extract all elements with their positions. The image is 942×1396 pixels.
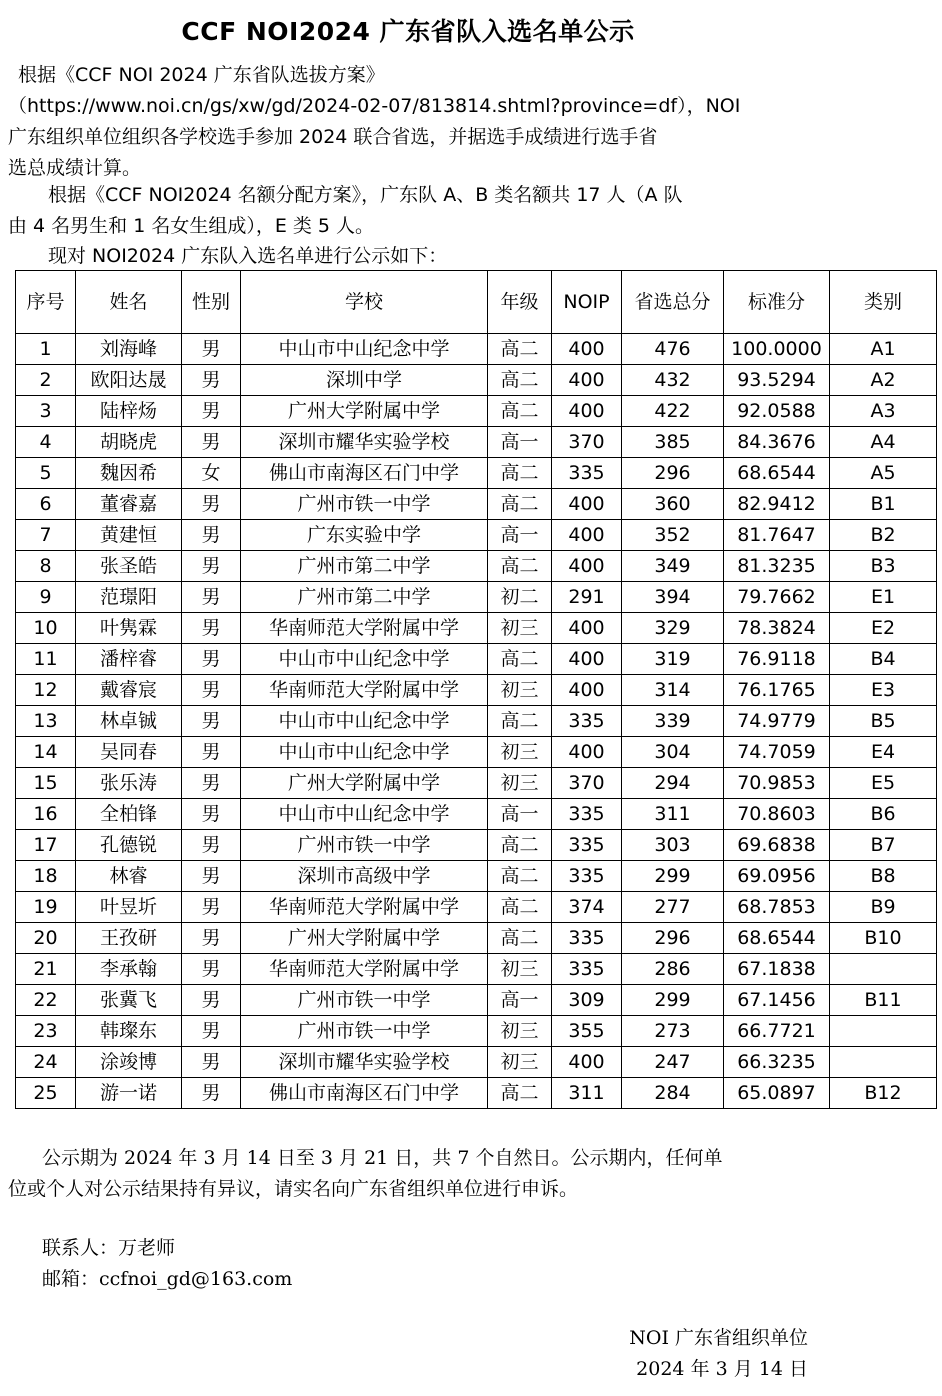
- cell-total: 314: [622, 675, 724, 706]
- cell-school: 中山市中山纪念中学: [241, 706, 488, 737]
- cell-grade: 初三: [488, 1047, 552, 1078]
- cell-category: B11: [830, 985, 937, 1016]
- intro-line-3: 广东组织单位组织各学校选手参加 2024 联合省选，并据选手成绩进行选手省: [8, 126, 658, 148]
- table-row: [16, 985, 937, 1016]
- cell-standard: 74.7059: [724, 737, 830, 768]
- page-title: CCF NOI2024 广东省队入选名单公示: [181, 17, 635, 46]
- cell-noip: 400: [552, 551, 622, 582]
- table-row: [16, 799, 937, 830]
- table-body: [16, 334, 937, 1109]
- cell-standard: 82.9412: [724, 489, 830, 520]
- notice-line-1: 公示期为 2024 年 3 月 14 日至 3 月 21 日，共 7 个自然日。公示期内，任何单: [42, 1147, 723, 1169]
- cell-standard: 81.3235: [724, 551, 830, 582]
- cell-total: 299: [622, 861, 724, 892]
- cell-grade: 高二: [488, 861, 552, 892]
- cell-grade: 初三: [488, 768, 552, 799]
- cell-rank: 19: [16, 892, 76, 923]
- cell-noip: 400: [552, 613, 622, 644]
- cell-noip: 400: [552, 365, 622, 396]
- cell-category: B8: [830, 861, 937, 892]
- cell-standard: 76.1765: [724, 675, 830, 706]
- cell-gender: 男: [182, 954, 241, 985]
- cell-noip: 400: [552, 1047, 622, 1078]
- cell-school: 广州大学附属中学: [241, 768, 488, 799]
- cell-gender: 男: [182, 892, 241, 923]
- cell-total: 385: [622, 427, 724, 458]
- header-cell: 学校: [241, 271, 488, 334]
- cell-noip: 400: [552, 644, 622, 675]
- cell-grade: 初三: [488, 737, 552, 768]
- cell-gender: 男: [182, 737, 241, 768]
- cell-standard: 76.9118: [724, 644, 830, 675]
- cell-name: 吴同春: [76, 737, 182, 768]
- table-row: [16, 334, 937, 365]
- table-row: [16, 861, 937, 892]
- cell-school: 华南师范大学附属中学: [241, 675, 488, 706]
- cell-standard: 70.8603: [724, 799, 830, 830]
- cell-rank: 6: [16, 489, 76, 520]
- cell-category: [830, 1016, 937, 1047]
- header-cell: NOIP: [552, 271, 622, 334]
- cell-category: B12: [830, 1078, 937, 1109]
- cell-gender: 男: [182, 644, 241, 675]
- cell-total: 294: [622, 768, 724, 799]
- cell-noip: 291: [552, 582, 622, 613]
- cell-name: 全柏锋: [76, 799, 182, 830]
- cell-school: 广州市第二中学: [241, 582, 488, 613]
- cell-name: 涂竣博: [76, 1047, 182, 1078]
- cell-name: 林睿: [76, 861, 182, 892]
- cell-standard: 69.0956: [724, 861, 830, 892]
- cell-school: 佛山市南海区石门中学: [241, 1078, 488, 1109]
- cell-category: B4: [830, 644, 937, 675]
- header-cell: 省选总分: [622, 271, 724, 334]
- intro-line-2: （https://www.noi.cn/gs/xw/gd/2024-02-07/813814.shtml?province=df），NOI: [8, 95, 741, 117]
- table-row: [16, 892, 937, 923]
- table-row: [16, 706, 937, 737]
- cell-category: B6: [830, 799, 937, 830]
- cell-grade: 高二: [488, 334, 552, 365]
- cell-noip: 400: [552, 737, 622, 768]
- header-cell: 类别: [830, 271, 937, 334]
- cell-grade: 高二: [488, 830, 552, 861]
- cell-noip: 335: [552, 830, 622, 861]
- cell-grade: 高二: [488, 489, 552, 520]
- cell-standard: 74.9779: [724, 706, 830, 737]
- cell-name: 李承翰: [76, 954, 182, 985]
- table-row: [16, 396, 937, 427]
- cell-gender: 男: [182, 551, 241, 582]
- cell-category: [830, 1047, 937, 1078]
- cell-category: [830, 954, 937, 985]
- cell-grade: 初三: [488, 1016, 552, 1047]
- cell-standard: 100.0000: [724, 334, 830, 365]
- contact-email: 邮箱：ccfnoi_gd@163.com: [42, 1268, 293, 1290]
- contact-person: 联系人：万老师: [42, 1237, 176, 1259]
- cell-noip: 400: [552, 675, 622, 706]
- cell-grade: 高二: [488, 365, 552, 396]
- cell-standard: 79.7662: [724, 582, 830, 613]
- cell-rank: 14: [16, 737, 76, 768]
- cell-total: 296: [622, 923, 724, 954]
- cell-total: 273: [622, 1016, 724, 1047]
- cell-category: E1: [830, 582, 937, 613]
- cell-name: 林卓铖: [76, 706, 182, 737]
- cell-standard: 66.7721: [724, 1016, 830, 1047]
- cell-total: 286: [622, 954, 724, 985]
- cell-name: 张圣皓: [76, 551, 182, 582]
- cell-school: 广州市铁一中学: [241, 1016, 488, 1047]
- cell-noip: 335: [552, 799, 622, 830]
- cell-school: 广州市铁一中学: [241, 489, 488, 520]
- cell-category: E5: [830, 768, 937, 799]
- cell-gender: 男: [182, 923, 241, 954]
- cell-school: 深圳市耀华实验学校: [241, 427, 488, 458]
- cell-noip: 370: [552, 768, 622, 799]
- cell-gender: 男: [182, 799, 241, 830]
- cell-total: 339: [622, 706, 724, 737]
- cell-standard: 68.6544: [724, 923, 830, 954]
- cell-rank: 5: [16, 458, 76, 489]
- cell-grade: 高二: [488, 458, 552, 489]
- cell-total: 319: [622, 644, 724, 675]
- cell-name: 欧阳达晟: [76, 365, 182, 396]
- header-cell: 性别: [182, 271, 241, 334]
- cell-grade: 高二: [488, 892, 552, 923]
- cell-standard: 65.0897: [724, 1078, 830, 1109]
- cell-standard: 84.3676: [724, 427, 830, 458]
- cell-school: 广东实验中学: [241, 520, 488, 551]
- cell-noip: 335: [552, 954, 622, 985]
- cell-category: B10: [830, 923, 937, 954]
- cell-rank: 21: [16, 954, 76, 985]
- cell-noip: 335: [552, 706, 622, 737]
- cell-category: A3: [830, 396, 937, 427]
- announce-line: 现对 NOI2024 广东队入选名单进行公示如下：: [48, 245, 448, 267]
- header-cell: 年级: [488, 271, 552, 334]
- cell-category: B3: [830, 551, 937, 582]
- cell-gender: 男: [182, 706, 241, 737]
- table-row: [16, 489, 937, 520]
- cell-noip: 400: [552, 334, 622, 365]
- cell-grade: 高二: [488, 706, 552, 737]
- cell-school: 华南师范大学附属中学: [241, 892, 488, 923]
- table-row: [16, 551, 937, 582]
- cell-total: 311: [622, 799, 724, 830]
- cell-noip: 311: [552, 1078, 622, 1109]
- table-row: [16, 520, 937, 551]
- cell-rank: 15: [16, 768, 76, 799]
- cell-name: 潘梓睿: [76, 644, 182, 675]
- quota-line-1: 根据《CCF NOI2024 名额分配方案》，广东队 A、B 类名额共 17 人（A 队: [48, 184, 683, 206]
- cell-gender: 男: [182, 861, 241, 892]
- quota-line-2: 由 4 名男生和 1 名女生组成），E 类 5 人。: [8, 215, 375, 237]
- cell-school: 中山市中山纪念中学: [241, 644, 488, 675]
- cell-grade: 高一: [488, 985, 552, 1016]
- cell-standard: 70.9853: [724, 768, 830, 799]
- cell-gender: 女: [182, 458, 241, 489]
- cell-school: 佛山市南海区石门中学: [241, 458, 488, 489]
- cell-rank: 1: [16, 334, 76, 365]
- cell-rank: 9: [16, 582, 76, 613]
- cell-school: 华南师范大学附属中学: [241, 613, 488, 644]
- cell-standard: 66.3235: [724, 1047, 830, 1078]
- cell-gender: 男: [182, 985, 241, 1016]
- table-row: [16, 644, 937, 675]
- cell-grade: 初二: [488, 582, 552, 613]
- table-row: [16, 923, 937, 954]
- cell-standard: 68.7853: [724, 892, 830, 923]
- cell-gender: 男: [182, 334, 241, 365]
- cell-noip: 400: [552, 396, 622, 427]
- cell-gender: 男: [182, 365, 241, 396]
- cell-rank: 10: [16, 613, 76, 644]
- cell-gender: 男: [182, 1078, 241, 1109]
- cell-category: A2: [830, 365, 937, 396]
- table-row: [16, 458, 937, 489]
- cell-category: E4: [830, 737, 937, 768]
- cell-standard: 69.6838: [724, 830, 830, 861]
- cell-name: 游一诺: [76, 1078, 182, 1109]
- cell-grade: 初三: [488, 675, 552, 706]
- table-row: [16, 582, 937, 613]
- cell-noip: 335: [552, 923, 622, 954]
- cell-standard: 78.3824: [724, 613, 830, 644]
- cell-name: 张乐涛: [76, 768, 182, 799]
- cell-rank: 4: [16, 427, 76, 458]
- cell-gender: 男: [182, 830, 241, 861]
- cell-total: 304: [622, 737, 724, 768]
- cell-rank: 20: [16, 923, 76, 954]
- cell-school: 中山市中山纪念中学: [241, 737, 488, 768]
- cell-rank: 13: [16, 706, 76, 737]
- cell-standard: 81.7647: [724, 520, 830, 551]
- table-row: [16, 737, 937, 768]
- cell-rank: 24: [16, 1047, 76, 1078]
- cell-category: E2: [830, 613, 937, 644]
- header-cell: 序号: [16, 271, 76, 334]
- cell-rank: 11: [16, 644, 76, 675]
- cell-total: 303: [622, 830, 724, 861]
- cell-gender: 男: [182, 613, 241, 644]
- cell-rank: 25: [16, 1078, 76, 1109]
- table-row: [16, 1078, 937, 1109]
- cell-total: 432: [622, 365, 724, 396]
- signature-date: 2024 年 3 月 14 日: [636, 1358, 808, 1380]
- cell-total: 329: [622, 613, 724, 644]
- table-row: [16, 954, 937, 985]
- table-row: [16, 768, 937, 799]
- cell-grade: 高二: [488, 1078, 552, 1109]
- cell-noip: 309: [552, 985, 622, 1016]
- cell-gender: 男: [182, 427, 241, 458]
- table-row: [16, 830, 937, 861]
- cell-category: B1: [830, 489, 937, 520]
- cell-noip: 335: [552, 861, 622, 892]
- cell-total: 394: [622, 582, 724, 613]
- cell-rank: 2: [16, 365, 76, 396]
- cell-name: 黄建恒: [76, 520, 182, 551]
- signature-block: [629, 1323, 808, 1385]
- cell-category: B5: [830, 706, 937, 737]
- cell-gender: 男: [182, 520, 241, 551]
- cell-total: 299: [622, 985, 724, 1016]
- cell-name: 韩璨东: [76, 1016, 182, 1047]
- cell-name: 孔德锐: [76, 830, 182, 861]
- header-cell: 标准分: [724, 271, 830, 334]
- cell-total: 296: [622, 458, 724, 489]
- cell-rank: 16: [16, 799, 76, 830]
- cell-gender: 男: [182, 396, 241, 427]
- notice-line-2: 位或个人对公示结果持有异议，请实名向广东省组织单位进行申诉。: [8, 1178, 579, 1200]
- cell-grade: 高二: [488, 644, 552, 675]
- cell-name: 张冀飞: [76, 985, 182, 1016]
- cell-rank: 7: [16, 520, 76, 551]
- cell-name: 胡晓虎: [76, 427, 182, 458]
- cell-grade: 高二: [488, 396, 552, 427]
- cell-name: 董睿嘉: [76, 489, 182, 520]
- cell-category: B2: [830, 520, 937, 551]
- cell-school: 广州大学附属中学: [241, 396, 488, 427]
- cell-standard: 67.1456: [724, 985, 830, 1016]
- cell-gender: 男: [182, 582, 241, 613]
- cell-grade: 初三: [488, 613, 552, 644]
- cell-rank: 23: [16, 1016, 76, 1047]
- cell-school: 华南师范大学附属中学: [241, 954, 488, 985]
- header-cell: 姓名: [76, 271, 182, 334]
- cell-school: 广州市铁一中学: [241, 985, 488, 1016]
- cell-grade: 高一: [488, 427, 552, 458]
- cell-total: 247: [622, 1047, 724, 1078]
- cell-standard: 92.0588: [724, 396, 830, 427]
- table-row: [16, 1047, 937, 1078]
- cell-total: 352: [622, 520, 724, 551]
- cell-noip: 335: [552, 458, 622, 489]
- intro-paragraph: [8, 60, 818, 184]
- cell-noip: 400: [552, 520, 622, 551]
- cell-school: 中山市中山纪念中学: [241, 334, 488, 365]
- cell-school: 广州市第二中学: [241, 551, 488, 582]
- cell-name: 刘海峰: [76, 334, 182, 365]
- cell-total: 476: [622, 334, 724, 365]
- cell-gender: 男: [182, 489, 241, 520]
- notice-paragraph: [8, 1143, 828, 1205]
- cell-rank: 8: [16, 551, 76, 582]
- cell-grade: 高二: [488, 551, 552, 582]
- cell-name: 王孜研: [76, 923, 182, 954]
- cell-grade: 初三: [488, 954, 552, 985]
- cell-name: 叶隽霖: [76, 613, 182, 644]
- cell-school: 深圳中学: [241, 365, 488, 396]
- cell-rank: 3: [16, 396, 76, 427]
- intro-line-4: 选总成绩计算。: [8, 157, 142, 179]
- cell-name: 戴睿宸: [76, 675, 182, 706]
- cell-name: 叶昱圻: [76, 892, 182, 923]
- table-row: [16, 427, 937, 458]
- cell-name: 魏因希: [76, 458, 182, 489]
- table-row: [16, 365, 937, 396]
- cell-noip: 400: [552, 489, 622, 520]
- cell-grade: 高一: [488, 520, 552, 551]
- cell-rank: 18: [16, 861, 76, 892]
- cell-school: 广州市铁一中学: [241, 830, 488, 861]
- cell-noip: 355: [552, 1016, 622, 1047]
- cell-gender: 男: [182, 1016, 241, 1047]
- cell-grade: 高二: [488, 923, 552, 954]
- cell-category: E3: [830, 675, 937, 706]
- cell-total: 277: [622, 892, 724, 923]
- intro-line-1: 根据《CCF NOI 2024 广东省队选拔方案》: [18, 64, 385, 86]
- cell-standard: 68.6544: [724, 458, 830, 489]
- contact-block: [42, 1233, 292, 1295]
- cell-total: 360: [622, 489, 724, 520]
- cell-name: 陆梓炀: [76, 396, 182, 427]
- table-row: [16, 675, 937, 706]
- cell-total: 284: [622, 1078, 724, 1109]
- cell-gender: 男: [182, 768, 241, 799]
- cell-category: A5: [830, 458, 937, 489]
- cell-standard: 93.5294: [724, 365, 830, 396]
- cell-school: 广州大学附属中学: [241, 923, 488, 954]
- signature-org: NOI 广东省组织单位: [629, 1327, 808, 1349]
- cell-rank: 12: [16, 675, 76, 706]
- cell-standard: 67.1838: [724, 954, 830, 985]
- cell-rank: 22: [16, 985, 76, 1016]
- cell-total: 422: [622, 396, 724, 427]
- cell-school: 深圳市耀华实验学校: [241, 1047, 488, 1078]
- cell-rank: 17: [16, 830, 76, 861]
- cell-category: B7: [830, 830, 937, 861]
- table-header-row: [16, 271, 937, 334]
- cell-gender: 男: [182, 675, 241, 706]
- cell-name: 范璟阳: [76, 582, 182, 613]
- cell-grade: 高一: [488, 799, 552, 830]
- selection-table: [15, 270, 937, 1109]
- cell-category: A4: [830, 427, 937, 458]
- table-row: [16, 1016, 937, 1047]
- cell-noip: 374: [552, 892, 622, 923]
- table-row: [16, 613, 937, 644]
- cell-school: 中山市中山纪念中学: [241, 799, 488, 830]
- cell-total: 349: [622, 551, 724, 582]
- cell-category: A1: [830, 334, 937, 365]
- quota-paragraph: [8, 180, 818, 242]
- cell-school: 深圳市高级中学: [241, 861, 488, 892]
- cell-category: B9: [830, 892, 937, 923]
- cell-noip: 370: [552, 427, 622, 458]
- cell-gender: 男: [182, 1047, 241, 1078]
